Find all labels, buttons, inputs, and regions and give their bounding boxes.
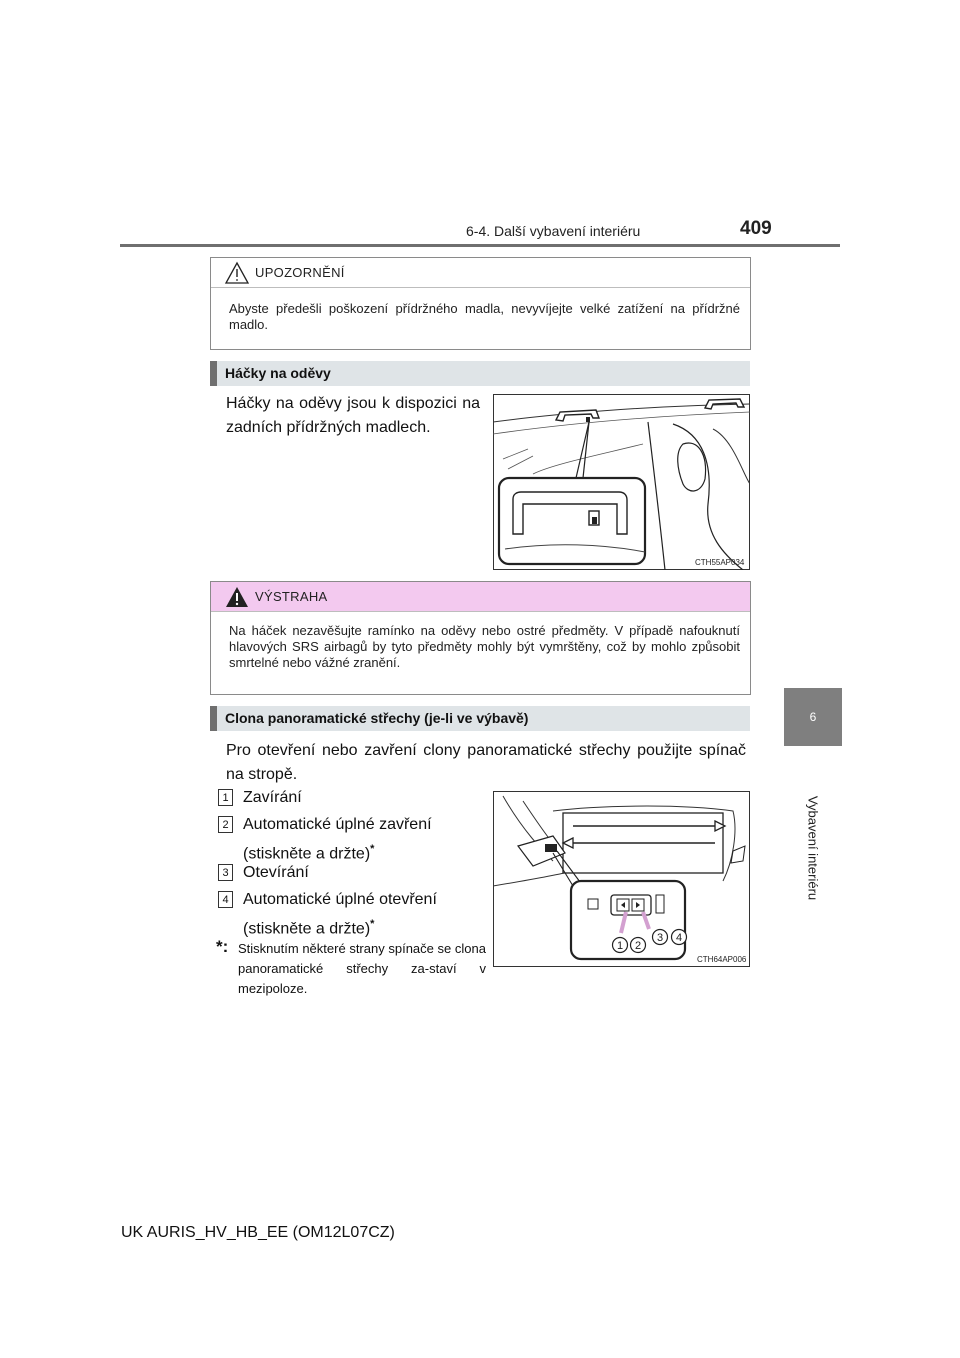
- warning-triangle-icon: [224, 585, 250, 609]
- clothes-hooks-text: Háčky na oděvy jsou k dispozici na zadních přídržných madlech.: [226, 395, 480, 436]
- callout-label: 1: [616, 940, 624, 952]
- illustration-code: CTH55AP034: [695, 558, 745, 567]
- footnote-mark: *:: [216, 937, 229, 956]
- item-text-line2: (stiskněte a držte)*: [243, 918, 375, 938]
- header-rule: [120, 244, 840, 247]
- item-number: 1: [218, 789, 233, 806]
- warning-box: [210, 581, 751, 695]
- footnote-text: Stisknutím některé strany spínače se clona panoramatické střechy za-staví v mezipoloze.: [238, 941, 486, 996]
- footer-model-code: UK AURIS_HV_HB_EE (OM12L07CZ): [121, 1224, 395, 1241]
- item-text: Otevírání: [243, 864, 309, 881]
- warning-header: [211, 582, 750, 612]
- caution-header: [211, 258, 750, 288]
- callout-label: 2: [634, 940, 642, 952]
- page-number: 409: [740, 218, 772, 239]
- callout-label: 3: [656, 932, 664, 944]
- caution-triangle-icon: [224, 261, 250, 285]
- callout-label: 4: [675, 932, 683, 944]
- chapter-tab: [784, 688, 842, 746]
- caution-box: [210, 257, 751, 350]
- illustration-code: CTH64AP006: [697, 955, 747, 964]
- warning-text: Na háček nezavěšujte ramínko na oděvy nebo ostré předměty. V případě nafouknutí hlavových SRS airbagů by tyto předměty mohly být vymrštěny, což by mohlo způsobit smrtelné nebo vážné zranění.: [229, 623, 740, 670]
- warning-title: VÝSTRAHA: [255, 589, 328, 604]
- item-text: Zavírání: [243, 789, 302, 806]
- item-text: Automatické úplné zavření: [243, 816, 432, 833]
- caution-title: UPOZORNĚNÍ: [255, 265, 345, 280]
- section-heading-panoramic-shade: Clona panoramatické střechy (je-li ve výbavě): [210, 706, 750, 731]
- panoramic-shade-illustration: [493, 791, 750, 967]
- panoramic-shade-text: Pro otevření nebo zavření clony panoramatické střechy použijte spínač na stropě.: [226, 742, 746, 783]
- chapter-label: Vybavení interiéru: [805, 795, 821, 901]
- item-text: Automatické úplné otevření: [243, 891, 437, 908]
- item-text-line2: (stiskněte a držte)*: [243, 843, 375, 863]
- clothes-hook-illustration: [493, 394, 750, 570]
- footnote-ref: *: [370, 843, 375, 855]
- section-heading-clothes-hooks: Háčky na oděvy: [210, 361, 750, 386]
- caution-text: Abyste předešli poškození přídržného madla, nevyvíjejte velké zatížení na přídržné madlo.: [229, 301, 740, 332]
- footnote-ref: *: [370, 918, 375, 930]
- item-number: 2: [218, 816, 233, 833]
- item-number: 4: [218, 891, 233, 908]
- running-header-section: 6-4. Další vybavení interiéru: [466, 223, 641, 239]
- item-number: 3: [218, 864, 233, 881]
- chapter-number: 6: [809, 710, 817, 724]
